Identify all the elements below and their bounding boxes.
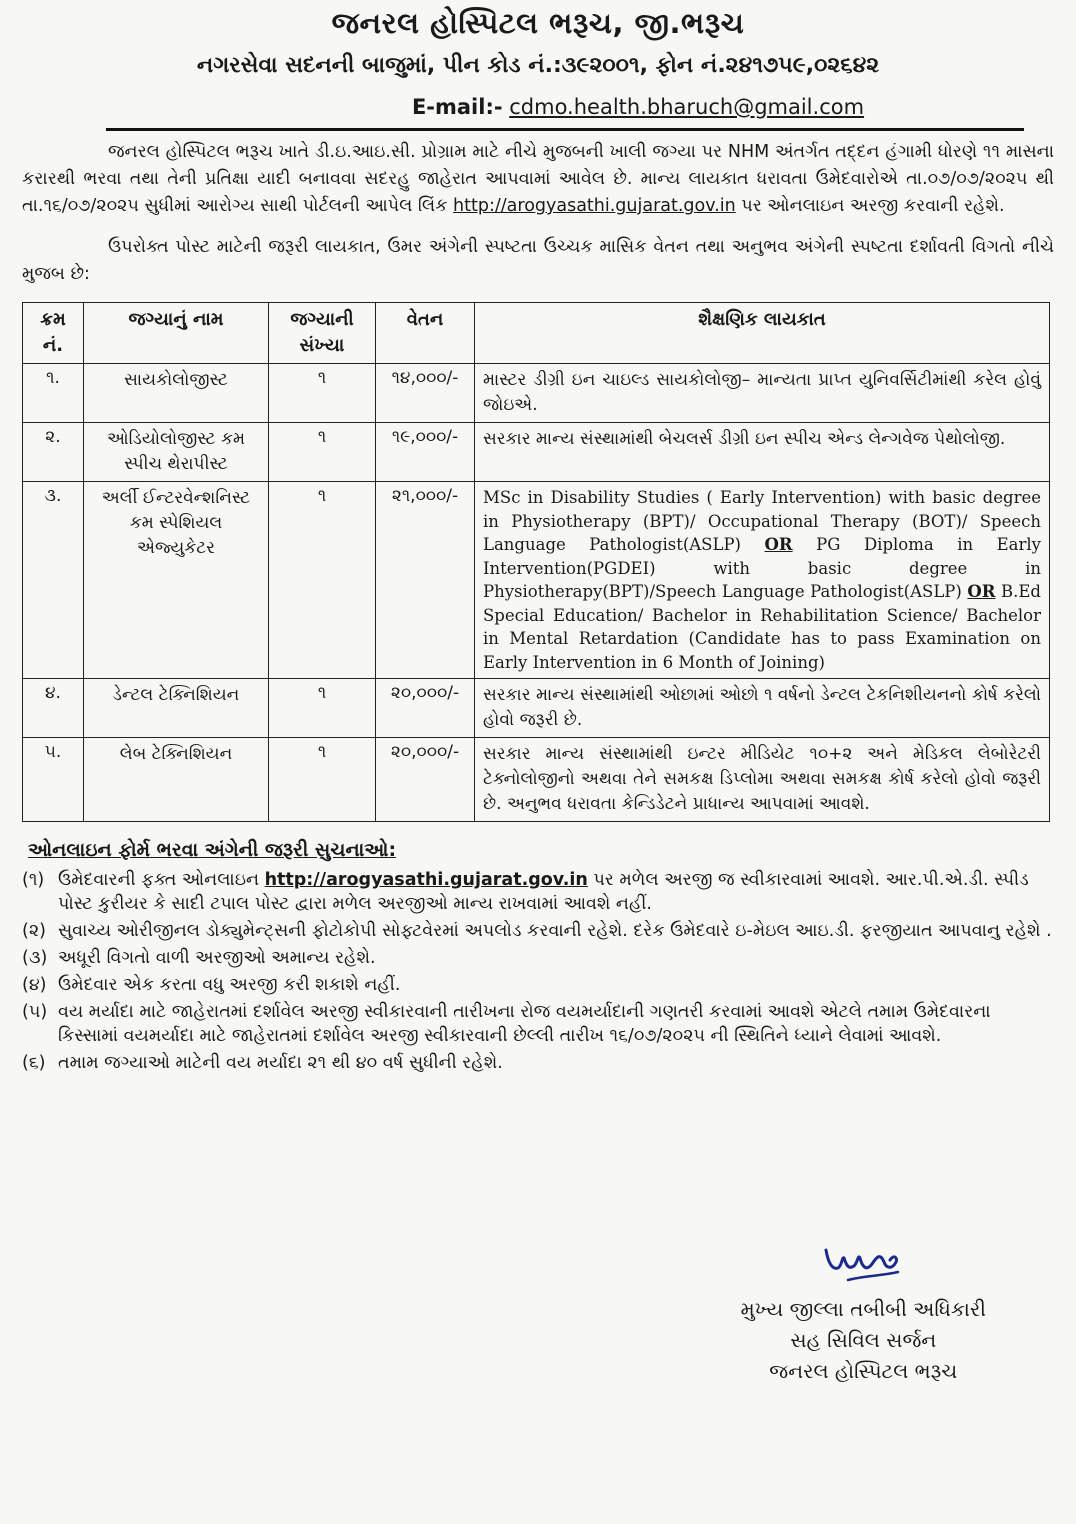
header-name: જગ્યાનું નામ: [84, 303, 269, 364]
item-number: (૩): [22, 948, 48, 968]
row-count: ૧: [269, 364, 376, 423]
list-item: [22, 1051, 1054, 1075]
email-label: E-mail:-: [411, 95, 503, 119]
item-text: [58, 868, 1054, 916]
row-pay: ૨૦,૦૦૦/-: [376, 679, 475, 738]
header-count: જગ્યાની સંખ્યા: [269, 303, 376, 364]
row-count: ૧: [269, 482, 376, 679]
row-count: ૧: [269, 738, 376, 822]
intro-text-2: પર ઓનલાઇન અરજી કરવાની રહેશે.: [741, 196, 1005, 216]
hospital-title: જનરલ હોસ્પિટલ ભરૂચ, જી.ભરૂચ: [331, 6, 745, 40]
item-text: ઉમેદવાર એક કરતા વધુ અરજી કરી શકાશે નહીં.: [58, 975, 401, 995]
portal-link[interactable]: http://arogyasathi.gujarat.gov.in: [453, 196, 736, 216]
row-pay: ૧૪,૦૦૦/-: [376, 364, 475, 423]
list-item: [22, 973, 1054, 997]
email-link[interactable]: cdmo.health.bharuch@gmail.com: [509, 95, 865, 119]
list-item: [22, 946, 1054, 970]
qualification-option-a: MSc in Disability Studies ( Early Intervention) with basic degree in Physiotherapy (BPT)/ Occupational Therapy (BOT)/ Speech Language Pathologist(ASLP): [483, 488, 1041, 554]
row-name: ઓડિયોલોજીસ્ટ કમ સ્પીચ થેરાપીસ્ટ: [84, 423, 269, 482]
table-row: [23, 738, 1050, 822]
posts-table: [22, 302, 1050, 822]
item-number: (૨): [22, 921, 46, 941]
row-no: ૪.: [23, 679, 84, 738]
intro2-text: ઉપરોક્ત પોસ્ટ માટેની જરૂરી લાયકાત, ઉમર અંગેની સ્પષ્ટતા ઉચ્ચક માસિક વેતન તથા અનુભવ અંગેની સ્પષ્ટતા દર્શાવતી વિગતો નીચે મુજબ છે:: [22, 237, 1054, 284]
row-no: ૫.: [23, 738, 84, 822]
row-qualification: સરકાર માન્ય સંસ્થામાંથી બેચલર્સ ડીગ્રી ઇન સ્પીચ એન્ડ લેન્ગવેજ પેથોલોજી.: [475, 423, 1050, 482]
table-header-row: [23, 303, 1050, 364]
list-item: [22, 1000, 1054, 1048]
signature-block: [741, 1236, 986, 1387]
signatory-role: સહ સિવિલ સર્જન: [790, 1328, 937, 1352]
header-qualification: શૈક્ષણિક લાયકાત: [475, 303, 1050, 364]
row-qualification: [475, 482, 1050, 679]
row-pay: ૨૦,૦૦૦/-: [376, 738, 475, 822]
item-text-post: પર મળેલ અરજી જ સ્વીકારવામાં આવશે. આર.પી.એ.ડી. સ્પીડ પોસ્ટ કુરીયર કે સાદી ટપાલ પોસ્ટ દ્વારા મળેલ અરજીઓ માન્ય રાખવામાં આવશે નહીં.: [58, 870, 1029, 914]
table-row: [23, 679, 1050, 738]
hospital-address: નગરસેવા સદનની બાજુમાં, પીન કોડ નં.:૩૯૨૦૦૧, ફોન નં.૨૪૧૭૫૯,૦૨૬૪૨: [196, 53, 880, 78]
row-qualification: સરકાર માન્ય સંસ્થામાંથી ઓછામાં ઓછો ૧ વર્ષનો ડેન્ટલ ટેકનિશીયનનો કોર્ષ કરેલો હોવો જરૂરી છે.: [475, 679, 1050, 738]
table-row: [23, 364, 1050, 423]
list-item: [22, 919, 1054, 943]
portal-link[interactable]: http://arogyasathi.gujarat.gov.in: [264, 870, 588, 890]
item-text: વય મર્યાદા માટે જાહેરાતમાં દર્શાવેલ અરજી સ્વીકારવાની તારીખના રોજ વયમર્યાદાની ગણતરી કરવામાં આવશે એટલે તમામ ઉમેદવારના કિસ્સામાં વયમર્યાદા માટે જાહેરાતમાં દર્શાવેલ અરજી સ્વીકારવાની છેલ્લી તારીખ ૧૬/૦૭/૨૦૨૫ ની સ્થિતિને ધ્યાને લેવામાં આવશે.: [58, 1002, 991, 1046]
row-count: ૧: [269, 423, 376, 482]
item-number: (૧): [22, 870, 45, 890]
row-no: ૧.: [23, 364, 84, 423]
letterhead: [22, 0, 1054, 122]
or-separator: OR: [967, 582, 996, 601]
hospital-email: [22, 92, 1054, 122]
table-row: [23, 423, 1050, 482]
row-count: ૧: [269, 679, 376, 738]
or-separator: OR: [764, 535, 793, 554]
item-text: તમામ જગ્યાઓ માટેની વય મર્યાદા ૨૧ થી ૪૦ વર્ષ સુધીની રહેશે.: [58, 1053, 503, 1073]
instructions-title: ઓનલાઇન ફોર્મ ભરવા અંગેની જરૂરી સુચનાઓ:: [28, 839, 397, 861]
intro-text-1: જનરલ હોસ્પિટલ ભરૂચ ખાતે ડી.ઇ.આઇ.સી. પ્રોગ્રામ માટે નીચે મુજબની ખાલી જગ્યા પર NHM અંતર્ગત તદ્દન હંગામી ધોરણે ૧૧ માસના કરારથી ભરવા તથા તેની પ્રતિક્ષા યાદી બનાવવા સદરહુ જાહેરાત આપવામાં આવેલ છે. માન્ય લાયકાત ધરાવતા ઉમેદવારોએ તા.૦૭/૦૭/૨૦૨૫ થી તા.૧૬/૦૭/૨૦૨૫ સુધીમાં આરોગ્ય સાથી પોર્ટલની આપેલ લિંક: [22, 142, 1054, 216]
header-divider: [106, 128, 1024, 131]
item-number: (૫): [22, 1002, 48, 1022]
item-number: (૪): [22, 975, 47, 995]
signatory-title: મુખ્ય જીલ્લા તબીબી અધિકારી: [740, 1297, 986, 1321]
row-pay: ૧૯,૦૦૦/-: [376, 423, 475, 482]
intro-paragraph-2: [22, 234, 1054, 288]
row-name: અર્લી ઈન્ટરવેન્શનિસ્ટ કમ સ્પેશિયલ એજ્યુકેટર: [84, 482, 269, 679]
row-qualification: માસ્ટર ડીગ્રી ઇન ચાઇલ્ડ સાયકોલોજી– માન્યતા પ્રાપ્ત યુનિવર્સિટીમાંથી કરેલ હોવું જોઇએ.: [475, 364, 1050, 423]
item-text-pre: ઉમેદવારની ફક્ત ઓનલાઇન: [58, 870, 259, 890]
qualification-option-b: PG Diploma in Early Intervention(PGDEI) with basic degree in Physiotherapy(BPT)/Speech Language Pathologist(ASLP): [483, 535, 1042, 601]
item-number: (૬): [22, 1053, 46, 1073]
row-no: ૨.: [23, 423, 84, 482]
intro-paragraph: [22, 139, 1054, 220]
qualification-option-c: B.Ed Special Education/ Bachelor in Rehabilitation Science/ Bachelor in Mental Retardation (Candidate has to pass Examination on Early Intervention in 6 Month of Joining): [483, 582, 1041, 672]
row-no: ૩.: [23, 482, 84, 679]
signature-scribble: [818, 1236, 908, 1286]
row-name: લેબ ટેક્નિશિયન: [84, 738, 269, 822]
header-no: ક્રમ નં.: [23, 303, 84, 364]
item-text: અધૂરી વિગતો વાળી અરજીઓ અમાન્ય રહેશે.: [58, 948, 376, 968]
signatory-office: જનરલ હોસ્પિટલ ભરૂચ: [769, 1359, 958, 1383]
row-name: સાયકોલોજીસ્ટ: [84, 364, 269, 423]
table-row: [23, 482, 1050, 679]
row-qualification: સરકાર માન્ય સંસ્થામાંથી ઇન્ટર મીડિયેટ ૧૦+૨ અને મેડિકલ લેબોરેટરી ટેક્નોલોજીનો અથવા તેને સમકક્ષ ડિપ્લોમા અથવા સમકક્ષ કોર્ષ કરેલો હોવો જરૂરી છે. અનુભવ ધરાવતા કેન્ડિડેટને પ્રાધાન્ય આપવામાં આવશે.: [475, 738, 1050, 822]
instructions-list: [22, 868, 1054, 1075]
header-pay: વેતન: [376, 303, 475, 364]
row-pay: ૨૧,૦૦૦/-: [376, 482, 475, 679]
item-text: સુવાચ્ય ઓરીજીનલ ડોક્યુમેન્ટ્સની ફોટોકોપી સોફ્ટવેરમાં અપલોડ કરવાની રહેશે. દરેક ઉમેદવારે ઇ-મેઇલ આઇ.ડી. ફરજીયાત આપવાનુ રહેશે .: [58, 921, 1052, 941]
list-item: [22, 868, 1054, 916]
row-name: ડેન્ટલ ટેક્નિશિયન: [84, 679, 269, 738]
